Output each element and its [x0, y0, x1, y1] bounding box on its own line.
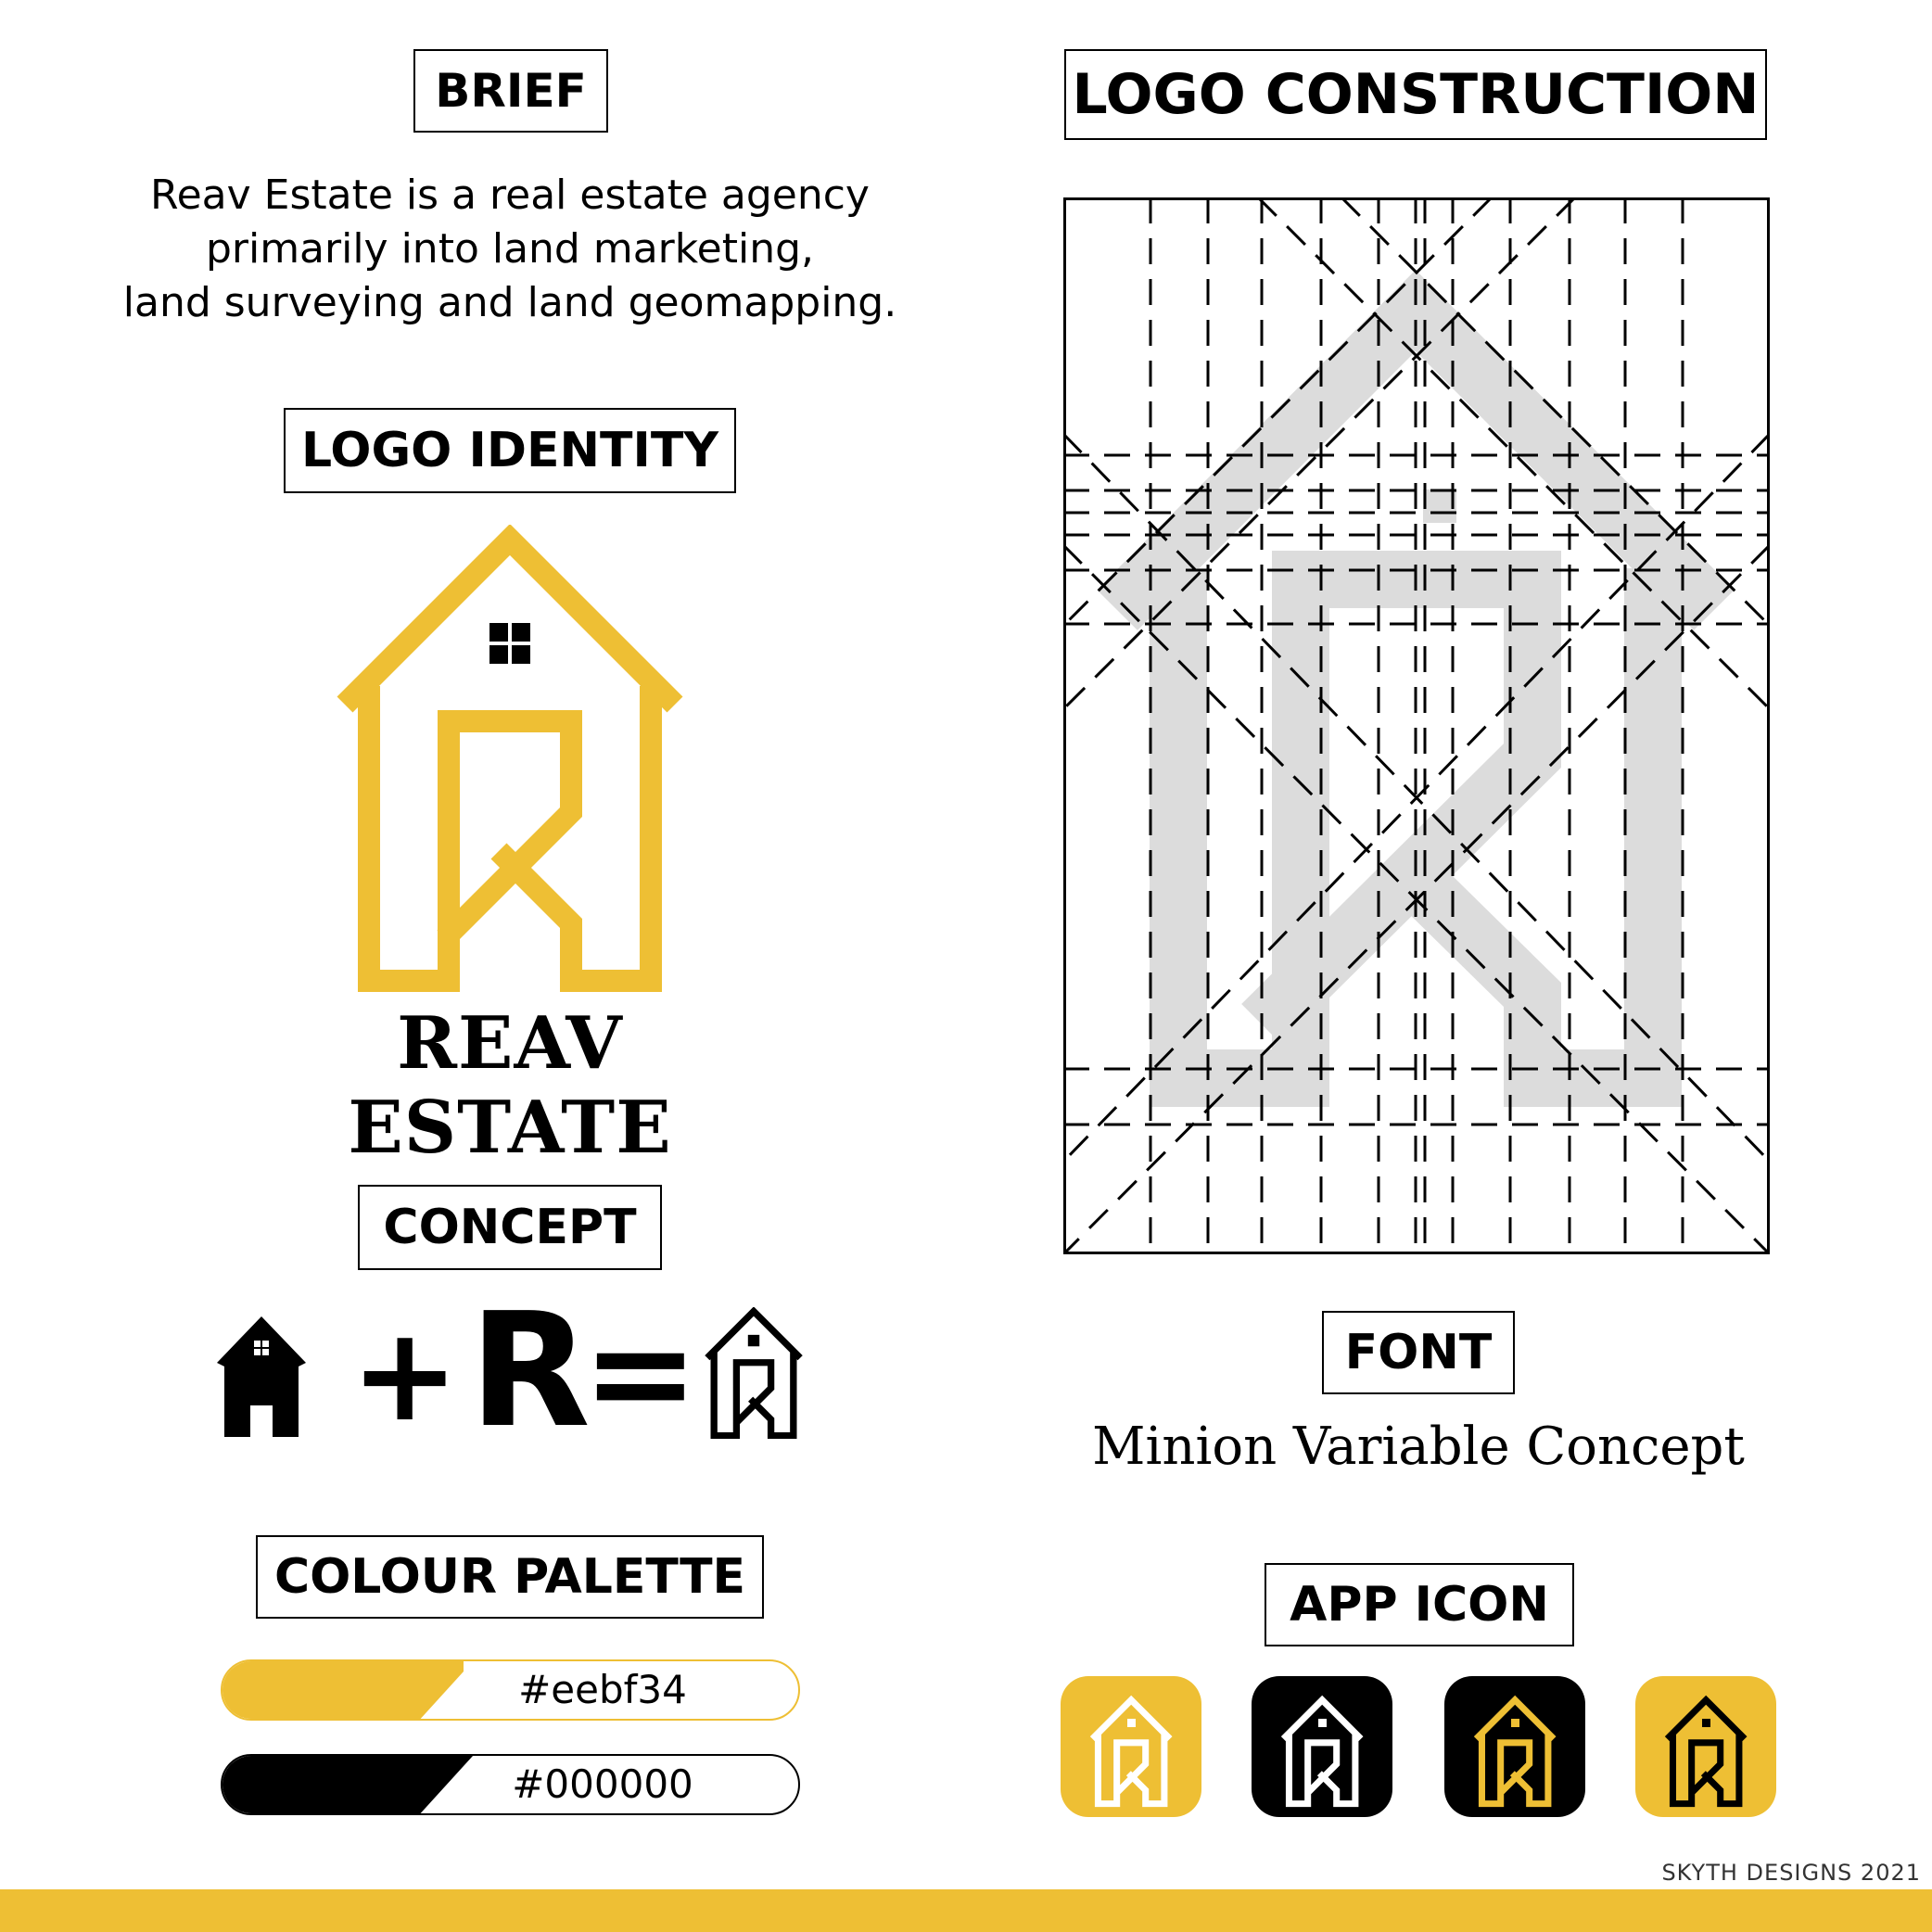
concept-equals: = [582, 1292, 699, 1454]
brief-line: land surveying and land geomapping. [122, 279, 897, 326]
swatch-yellow-hex: #eebf34 [518, 1667, 687, 1712]
house-r-logo-icon [1061, 1676, 1201, 1817]
house-r-logo-icon [1444, 1676, 1585, 1817]
brief-line: primarily into land marketing, [205, 225, 815, 273]
app-icon-heading: APP ICON [1265, 1563, 1574, 1646]
logo-identity-heading: LOGO IDENTITY [284, 408, 736, 493]
footer-accent-bar [0, 1889, 1932, 1932]
logo-construction-grid [1063, 197, 1770, 1254]
app-icon-yellow-white [1061, 1676, 1201, 1817]
swatch-black-hex: #000000 [512, 1761, 693, 1807]
concept-plus: + [350, 1300, 460, 1451]
app-icon-yellow-black [1635, 1676, 1776, 1817]
house-r-logo-icon [1635, 1676, 1776, 1817]
font-heading: FONT [1322, 1311, 1515, 1394]
concept-heading: CONCEPT [358, 1185, 662, 1270]
brief-text [56, 169, 964, 330]
concept-letter: R [469, 1279, 591, 1463]
app-icon-black-white [1252, 1676, 1392, 1817]
font-name: Minion Variable Concept [1092, 1417, 1745, 1477]
solid-house-icon [217, 1316, 306, 1437]
house-r-logo-icon [336, 525, 684, 992]
house-r-logo-icon [1252, 1676, 1392, 1817]
logo-construction-heading: LOGO CONSTRUCTION [1064, 49, 1767, 140]
app-icon-black-yellow [1444, 1676, 1585, 1817]
brief-line: Reav Estate is a real estate agency [150, 172, 870, 219]
outline-logo-icon [705, 1307, 803, 1439]
colour-palette-heading: COLOUR PALETTE [256, 1535, 764, 1619]
footer-credit: SKYTH DESIGNS 2021 [1661, 1860, 1921, 1886]
brief-heading: BRIEF [413, 49, 608, 133]
brand-name: REAV ESTATE [348, 1001, 672, 1170]
